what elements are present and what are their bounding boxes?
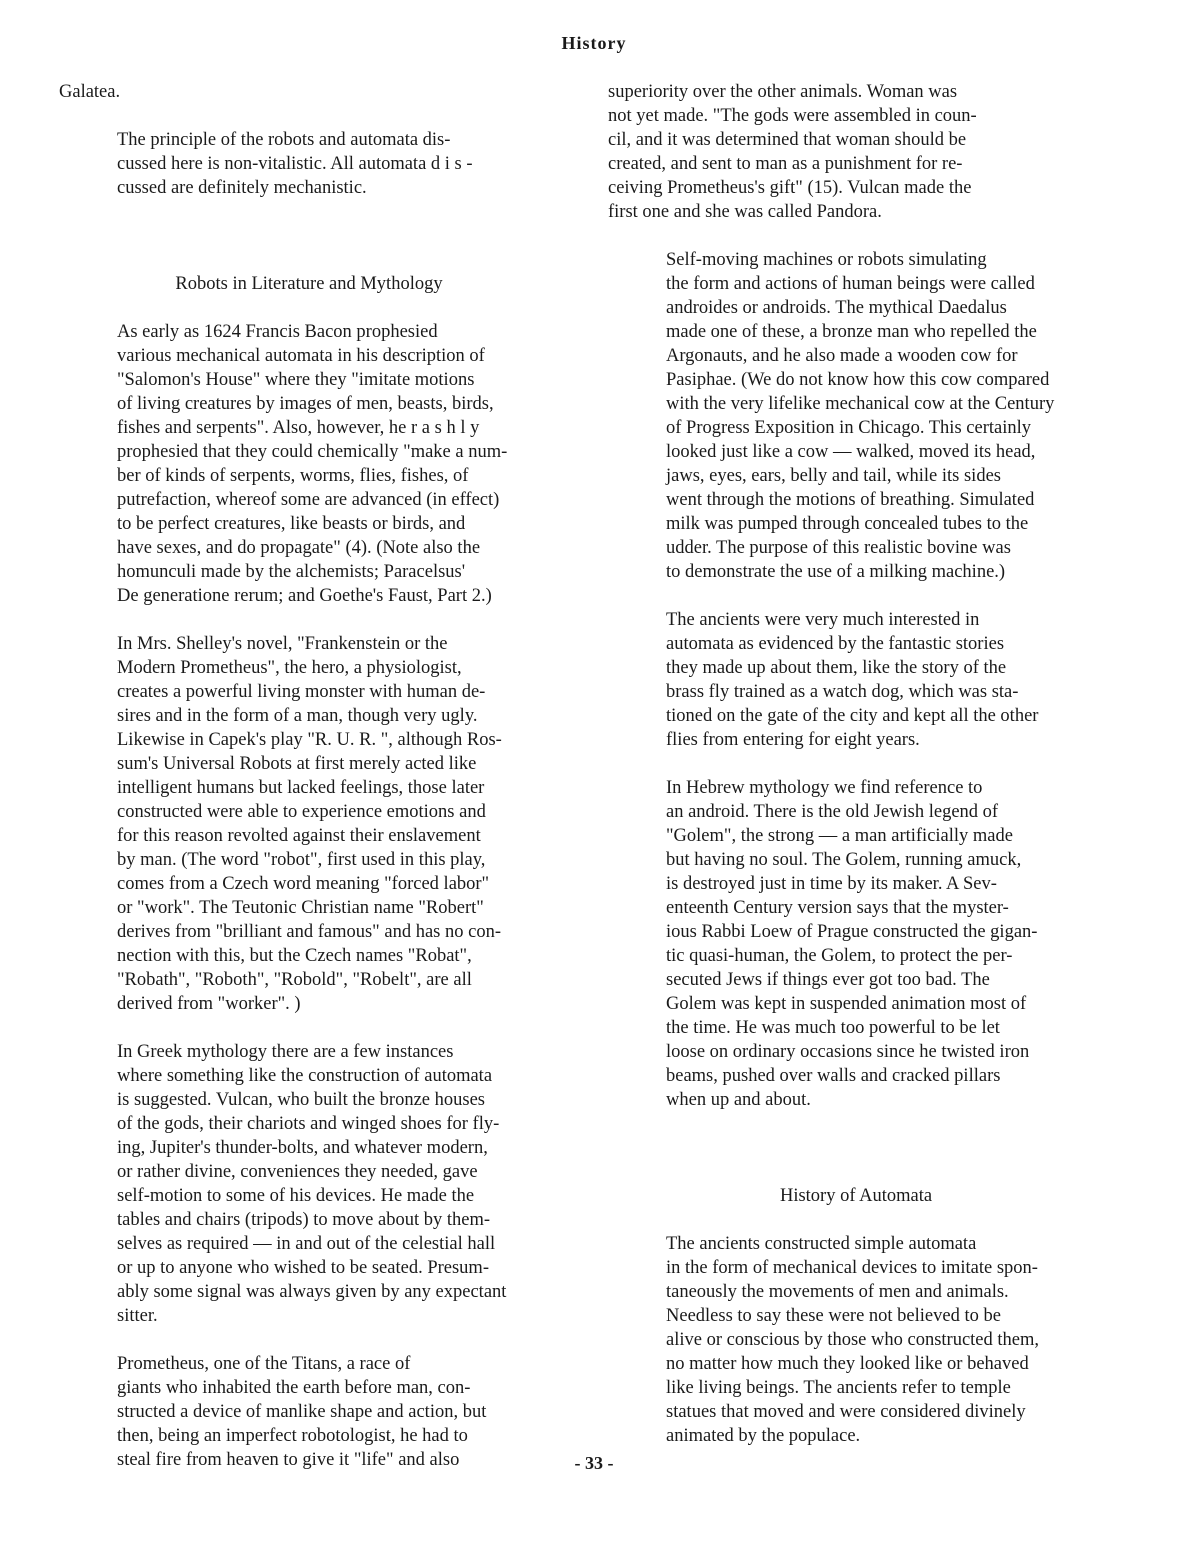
text-line: statues that moved and were considered divinely [666,1402,1026,1422]
text-line: putrefaction, whereof some are advanced (in effect) [117,490,500,510]
text-line: animated by the populace. [666,1426,861,1446]
text-line: prophesied that they could chemically "make a num- [117,442,508,462]
text-line: or "work". The Teutonic Christian name "Robert" [117,898,484,918]
text-line: to be perfect creatures, like beasts or birds, and [117,514,466,534]
text-line: cussed are definitely mechanistic. [117,178,367,198]
text-line: enteenth Century version says that the myster- [666,898,1009,918]
text-line: to demonstrate the use of a milking machine.) [666,562,1006,582]
text-line: milk was pumped through concealed tubes to the [666,514,1029,534]
text-line: tables and chairs (tripods) to move about by them- [117,1210,490,1230]
text-line: or up to anyone who wished to be seated. Presum- [117,1258,489,1278]
text-line: various mechanical automata in his description of [117,346,485,366]
text-line: ber of kinds of serpents, worms, flies, fishes, of [117,466,469,486]
text-line: Needless to say these were not believed to be [666,1306,1001,1326]
text-line: "Golem", the strong — a man artificially made [666,826,1013,846]
running-title: History [561,33,627,53]
text-line: Argonauts, and he also made a wooden cow for [666,346,1018,366]
text-line: "Salomon's House" where they "imitate motions [117,370,475,390]
paragraph [608,776,1104,1112]
text-line: cussed here is non-vitalistic. All automata d i s - [117,154,473,174]
text-line: ious Rabbi Loew of Prague constructed the gigan- [666,922,1038,942]
text-line: went through the motions of breathing. Simulated [666,490,1035,510]
text-line: fishes and serpents". Also, however, he r a s h l y [117,418,480,438]
text-line: derives from "brilliant and famous" and has no con- [117,922,501,942]
paragraph [608,248,1104,584]
text-line: sires and in the form of a man, though very ugly. [117,706,478,726]
text-line: is destroyed just in time by its maker. A Sev- [666,874,997,894]
text-line: sitter. [117,1306,158,1326]
text-line: tic quasi-human, the Golem, to protect the per- [666,946,1013,966]
text-line: De generatione rerum; and Goethe's Faust, Part 2.) [117,586,492,606]
text-line: flies from entering for eight years. [666,730,920,750]
text-line: alive or conscious by those who constructed them, [666,1330,1039,1350]
text-line: beams, pushed over walls and cracked pillars [666,1066,1001,1086]
page-number: - 33 - [574,1453,614,1473]
text-line: like living beings. The ancients refer to temple [666,1378,1011,1398]
text-line: In Greek mythology there are a few instances [117,1042,454,1062]
text-line: The principle of the robots and automata dis- [117,130,451,150]
text-line: ably some signal was always given by any expectant [117,1282,507,1302]
text-line: of the gods, their chariots and winged shoes for fly- [117,1114,500,1134]
text-line: androides or androids. The mythical Daedalus [666,298,1007,318]
text-line: jaws, eyes, ears, belly and tail, while its sides [666,466,1001,486]
text-line: not yet made. "The gods were assembled in coun- [608,106,977,126]
text-line: they made up about them, like the story of the [666,658,1007,678]
text-line: giants who inhabited the earth before man, con- [117,1378,471,1398]
text-line: constructed were able to experience emotions and [117,802,486,822]
text-line: is suggested. Vulcan, who built the bronze houses [117,1090,485,1110]
text-line: the time. He was much too powerful to be let [666,1018,1000,1038]
text-line: intelligent humans but lacked feelings, those later [117,778,485,798]
text-line: homunculi made by the alchemists; Paracelsus' [117,562,466,582]
paragraph [59,632,559,1016]
text-line: creates a powerful living monster with human de- [117,682,486,702]
text-line: As early as 1624 Francis Bacon prophesied [117,322,438,342]
text-line: ing, Jupiter's thunder-bolts, and whatever modern, [117,1138,488,1158]
text-line: The ancients constructed simple automata [666,1234,977,1254]
text-line: selves as required — in and out of the celestial hall [117,1234,496,1254]
text-line: by man. (The word "robot", first used in this play, [117,850,486,870]
text-line: In Hebrew mythology we find reference to [666,778,983,798]
text-line: superiority over the other animals. Woman was [608,82,958,102]
text-line: but having no soul. The Golem, running amuck, [666,850,1022,870]
text-line: In Mrs. Shelley's novel, "Frankenstein or the [117,634,448,654]
text-line: steal fire from heaven to give it "life" and also [117,1450,460,1470]
text-line: made one of these, a bronze man who repelled the [666,322,1037,342]
text-line: sum's Universal Robots at first merely acted like [117,754,477,774]
paragraph [59,320,559,608]
text-line: Prometheus, one of the Titans, a race of [117,1354,411,1374]
right-column [608,80,1104,1472]
text-line: the form and actions of human beings were called [666,274,1035,294]
text-line: for this reason revolted against their enslavement [117,826,481,846]
text-line: of Progress Exposition in Chicago. This certainly [666,418,1031,438]
paragraph [608,608,1104,752]
text-line: of living creatures by images of men, beasts, birds, [117,394,494,414]
text-line: The ancients were very much interested in [666,610,980,630]
text-line: Modern Prometheus", the hero, a physiologist, [117,658,462,678]
text-line: have sexes, and do propagate" (4). (Note also the [117,538,481,558]
text-line: comes from a Czech word meaning "forced labor" [117,874,490,894]
text-line: tioned on the gate of the city and kept all the other [666,706,1039,726]
text-line: in the form of mechanical devices to imitate spon- [666,1258,1038,1278]
text-line: automata as evidenced by the fantastic stories [666,634,1005,654]
text-line: an android. There is the old Jewish legend of [666,802,999,822]
text-line: structed a device of manlike shape and action, but [117,1402,487,1422]
paragraph [59,128,559,200]
text-line: looked just like a cow — walked, moved its head, [666,442,1036,462]
section-heading: History of Automata [779,1186,933,1206]
text-line: or rather divine, conveniences they needed, gave [117,1162,478,1182]
text-line: nection with this, but the Czech names "Robat", [117,946,472,966]
text-line: Pasiphae. (We do not know how this cow compared [666,370,1050,390]
text-line: secuted Jews if things ever got too bad. The [666,970,990,990]
text-line: self-motion to some of his devices. He made the [117,1186,475,1206]
text-line: created, and sent to man as a punishment for re- [608,154,963,174]
paragraph [608,80,1104,224]
text-line: no matter how much they looked like or behaved [666,1354,1029,1374]
text-line: ceiving Prometheus's gift" (15). Vulcan made the [608,178,972,198]
text-line: loose on ordinary occasions since he twisted iron [666,1042,1030,1062]
text-line: with the very lifelike mechanical cow at the Century [666,394,1055,414]
text-line: taneously the movements of men and animals. [666,1282,1009,1302]
text-line: brass fly trained as a watch dog, which was sta- [666,682,1019,702]
paragraph [59,1040,559,1328]
left-column [59,80,559,1496]
text-line: then, being an imperfect robotologist, he had to [117,1426,468,1446]
text-line: derived from "worker". ) [117,994,301,1014]
text-line: where something like the construction of automata [117,1066,493,1086]
text-line: Galatea. [59,82,121,102]
text-line: when up and about. [666,1090,811,1110]
text-line: udder. The purpose of this realistic bovine was [666,538,1011,558]
paragraph [608,1232,1104,1448]
text-line: "Robath", "Roboth", "Robold", "Robelt", are all [117,970,472,990]
paragraph [59,80,559,104]
text-line: cil, and it was determined that woman should be [608,130,967,150]
text-line: first one and she was called Pandora. [608,202,882,222]
text-line: Self-moving machines or robots simulating [666,250,987,270]
text-line: Likewise in Capek's play "R. U. R. ", although Ros- [117,730,502,750]
text-line: Golem was kept in suspended animation most of [666,994,1027,1014]
section-heading: Robots in Literature and Mythology [175,274,443,294]
